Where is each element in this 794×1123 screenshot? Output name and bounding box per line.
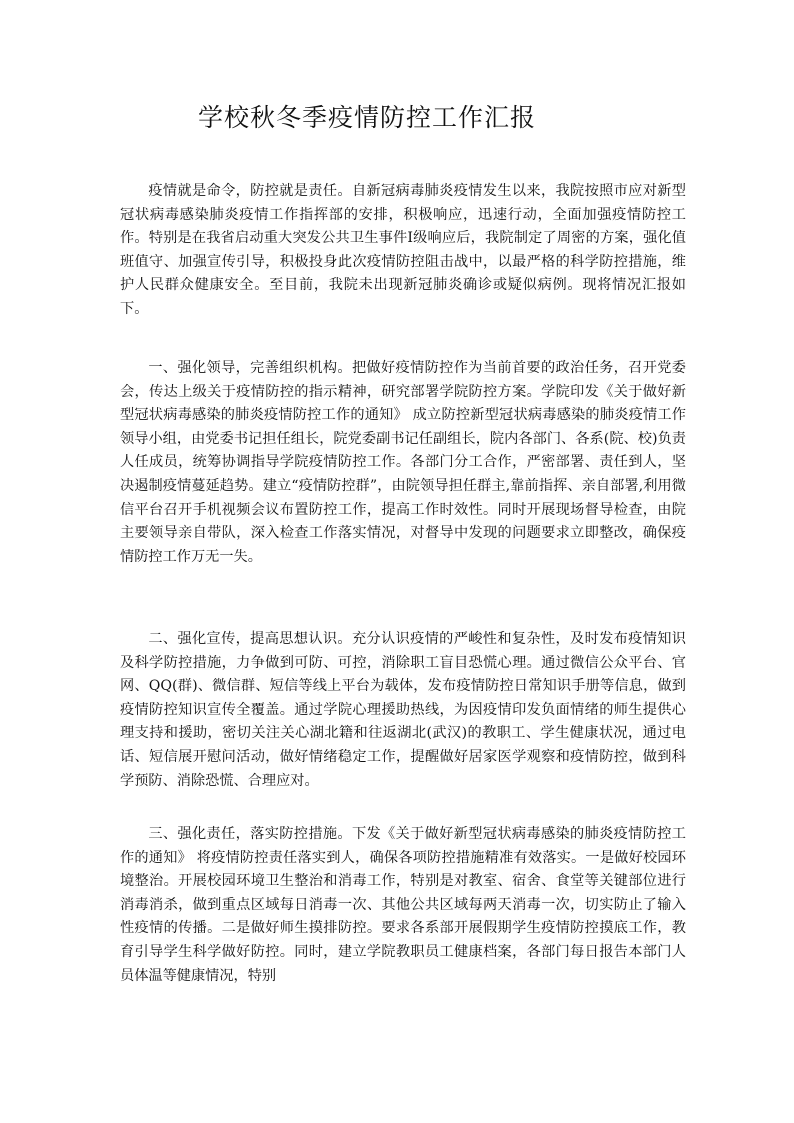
document-title: 学校秋冬季疫情防控工作汇报 — [197, 103, 536, 132]
intro-paragraph: 疫情就是命令，防控就是责任。自新冠病毒肺炎疫情发生以来，我院按照市应对新型冠状病毒感染肺炎疫情工作指挥部的安排，积极响应，迅速行动，全面加强疫情防控工作。特别是在我省启动重大突发公共卫生事件Ⅰ级响应后，我院制定了周密的方案，强化值班值守、加强宣传引导，积极投身此次疫情防控阻击战中，以最严格的科学防控措施，维护人民群众健康安全。至目前，我院未出现新冠肺炎确诊或疑似病例。现将情况汇报如下。 — [120, 183, 686, 317]
section-1-paragraph: 一、强化领导，完善组织机构。把做好疫情防控作为当前首要的政治任务，召开党委会，传达上级关于疫情防控的指示精神，研究部署学院防控方案。学院印发《关于做好新型冠状病毒感染的肺炎疫情防控工作的通知》 成立防控新型冠状病毒感染的肺炎疫情工作领导小组，由党委书记担任组长，院党委副书记任副组长，院内各部门、各系(院、校)负责人任成员，统筹协调指导学院疫情防控工作。各部门分工合作，严密部署、责任到人，坚决遏制疫情蔓延趋势。建立“疫情防控群”，由院领导担任群主,靠前指挥、亲自部署,利用微信平台召开手机视频会议布置防控工作，提高工作时效性。同时开展现场督导检查，由院主要领导亲自带队，深入检查工作落实情况，对督导中发现的问题要求立即整改，确保疫情防控工作万无一失。 — [120, 360, 686, 565]
section-3-paragraph: 三、强化责任，落实防控措施。下发《关于做好新型冠状病毒感染的肺炎疫情防控工作的通知》 将疫情防控责任落实到人，确保各项防控措施精准有效落实。一是做好校园环境整治。开展校园环境卫生整治和消毒工作，特别是对教室、宿舍、食堂等关键部位进行消毒消杀，做到重点区域每日消毒一次、其他公共区域每两天消毒一次，切实防止了输入性疫情的传播。二是做好师生摸排防控。要求各系部开展假期学生疫情防控摸底工作，教育引导学生科学做好防控。同时，建立学院教职员工健康档案，各部门每日报告本部门人员体温等健康情况，特别 — [120, 826, 686, 984]
section-2-paragraph: 二、强化宣传，提高思想认识。充分认识疫情的严峻性和复杂性，及时发布疫情知识及科学防控措施，力争做到可防、可控，消除职工盲目恐慌心理。通过微信公众平台、官网、QQ(群)、微信群、短信等线上平台为载体，发布疫情防控日常知识手册等信息，做到疫情防控知识宣传全覆盖。通过学院心理援助热线，为因疫情印发负面情绪的师生提供心理支持和援助，密切关注关心湖北籍和往返湖北(武汉)的教职工、学生健康状况，通过电话、短信展开慰问活动，做好情绪稳定工作，提醒做好居家医学观察和疫情防控，做到科学预防、消除恐慌、合理应对。 — [120, 631, 686, 789]
